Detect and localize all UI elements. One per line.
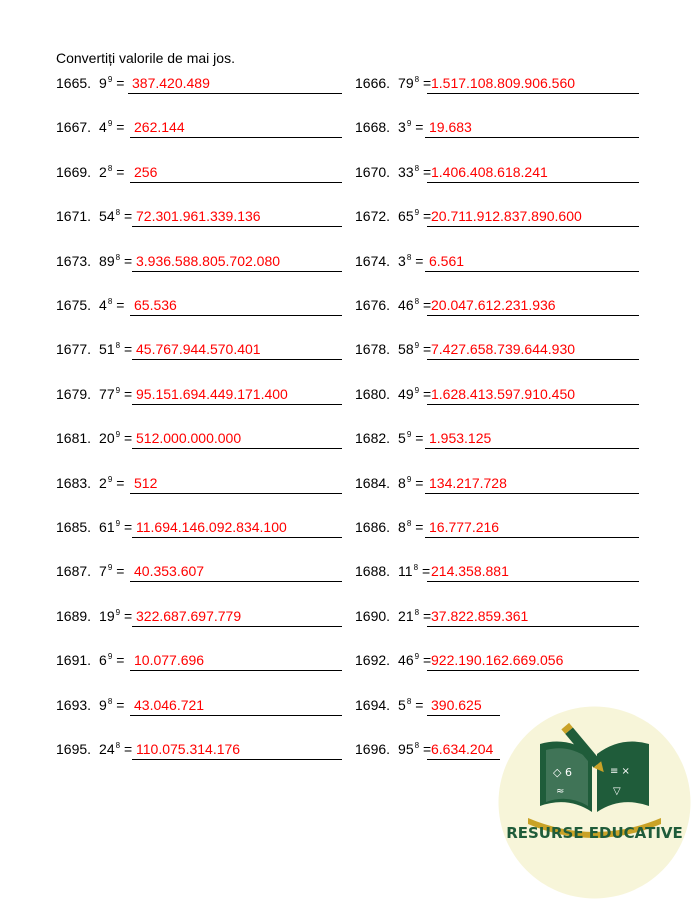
exercise-base: 58 (398, 341, 414, 358)
exercise-base: 54 (99, 208, 115, 225)
answer-line (425, 271, 639, 272)
exercise-number: 1671. (56, 208, 92, 225)
exercise-number: 1678. (355, 341, 391, 358)
exercise-base: 4 (99, 297, 107, 313)
answer-line (130, 493, 342, 494)
answer-value: 43.046.721 (134, 696, 205, 713)
exercise-base: 9 (99, 696, 107, 713)
exercise-label (56, 430, 132, 446)
answer-value: 20.047.612.231.936 (431, 297, 556, 313)
svg-text:≈: ≈ (556, 786, 565, 797)
answer-line (130, 182, 342, 183)
exercise-base: 2 (99, 163, 107, 180)
answer-value: 72.301.961.339.136 (136, 208, 261, 225)
logo-emblem (498, 706, 691, 899)
equals-sign: = (116, 474, 125, 491)
answer-value: 6.561 (429, 252, 465, 269)
exercise-exponent: 9 (107, 75, 113, 84)
exercise-row (0, 296, 700, 326)
exercise-label (355, 741, 431, 757)
exercise-number: 1687. (56, 563, 92, 580)
exercise-exponent: 8 (406, 519, 412, 528)
exercise-number: 1680. (355, 385, 391, 402)
exercise-label (56, 297, 124, 313)
exercise-number: 1673. (56, 252, 92, 269)
answer-value: 390.625 (431, 696, 482, 713)
exercise-base: 65 (398, 208, 414, 225)
exercise-label (56, 652, 124, 668)
exercise-label (355, 164, 431, 180)
exercise-number: 1669. (56, 163, 92, 180)
answer-line (427, 182, 639, 183)
exercise-exponent: 8 (115, 252, 121, 262)
answer-line (130, 315, 342, 316)
exercise-exponent: 9 (107, 474, 113, 484)
answer-line (132, 226, 342, 227)
answer-value: 1.628.413.597.910.450 (431, 385, 576, 402)
equals-sign: = (415, 519, 424, 535)
exercise-number: 1672. (355, 208, 391, 225)
exercise-base: 24 (99, 741, 115, 757)
answer-line (427, 404, 639, 405)
exercise-exponent: 9 (107, 563, 113, 573)
equals-sign: = (422, 341, 432, 358)
exercise-base: 89 (99, 252, 115, 269)
answer-value: 134.217.728 (429, 474, 507, 491)
answer-value: 20.711.912.837.890.600 (431, 208, 582, 225)
exercise-number: 1677. (56, 341, 92, 358)
exercise-base: 79 (398, 75, 414, 91)
exercise-label (355, 563, 430, 579)
exercise-number: 1686. (355, 519, 391, 535)
equals-sign: = (422, 741, 432, 757)
answer-value: 19.683 (429, 119, 472, 136)
answer-line (425, 493, 639, 494)
answer-value: 16.777.216 (429, 519, 500, 535)
answer-line (130, 137, 342, 138)
exercise-base: 33 (398, 163, 414, 180)
exercise-label (56, 253, 132, 269)
equals-sign: = (415, 696, 424, 713)
exercise-exponent: 9 (107, 119, 113, 129)
answer-line (427, 715, 500, 716)
exercise-label (355, 652, 431, 668)
exercise-number: 1696. (355, 741, 391, 757)
exercise-exponent: 8 (107, 297, 113, 306)
exercise-number: 1683. (56, 474, 92, 491)
equals-sign: = (123, 741, 133, 757)
answer-line (427, 93, 639, 94)
answer-line (425, 448, 639, 449)
answer-value: 214.358.881 (431, 563, 509, 580)
exercise-exponent: 8 (115, 208, 121, 218)
exercise-base: 49 (398, 385, 414, 402)
exercise-label (355, 697, 423, 713)
answer-line (132, 271, 342, 272)
answer-line (130, 581, 342, 582)
exercise-label (56, 386, 132, 402)
exercise-base: 8 (398, 474, 406, 491)
answer-value: 256 (134, 163, 158, 180)
exercise-number: 1665. (56, 75, 92, 91)
exercise-base: 21 (398, 607, 414, 624)
equals-sign: = (415, 119, 424, 136)
answer-value: 3.936.588.805.702.080 (136, 252, 281, 269)
exercise-label (355, 119, 423, 135)
exercise-number: 1692. (355, 652, 391, 669)
exercise-exponent: 9 (107, 652, 113, 662)
exercise-exponent: 8 (107, 163, 113, 173)
exercise-label (56, 563, 124, 579)
exercise-base: 8 (398, 519, 406, 535)
exercise-row (0, 429, 700, 459)
answer-value: 512.000.000.000 (136, 430, 242, 447)
answer-line (427, 626, 639, 627)
svg-text:≡ ×: ≡ × (610, 766, 630, 777)
answer-value: 322.687.697.779 (136, 607, 242, 624)
answer-line (132, 759, 342, 760)
exercise-number: 1667. (56, 119, 92, 136)
exercise-base: 61 (99, 519, 115, 535)
exercise-number: 1695. (56, 741, 92, 757)
exercise-label (355, 430, 423, 446)
exercise-number: 1682. (355, 430, 391, 447)
exercise-label (56, 164, 124, 180)
exercise-label (56, 75, 124, 91)
answer-line (128, 93, 342, 94)
exercise-number: 1679. (56, 385, 92, 402)
exercise-label (56, 608, 132, 624)
answer-value: 1.517.108.809.906.560 (431, 75, 576, 91)
answer-value: 40.353.607 (134, 563, 205, 580)
exercise-label (56, 741, 132, 757)
answer-value: 922.190.162.669.056 (431, 652, 564, 669)
answer-value: 1.953.125 (429, 430, 492, 447)
exercise-label (56, 697, 124, 713)
answer-line (130, 670, 342, 671)
exercise-exponent: 9 (414, 341, 420, 351)
exercise-exponent: 8 (414, 741, 420, 750)
exercise-number: 1690. (355, 607, 391, 624)
exercise-label (56, 475, 124, 491)
exercise-base: 6 (99, 652, 107, 669)
exercise-base: 4 (99, 119, 107, 136)
answer-value: 37.822.859.361 (431, 607, 529, 624)
exercise-number: 1674. (355, 252, 391, 269)
exercise-exponent: 8 (414, 163, 420, 173)
answer-value: 95.151.694.449.171.400 (136, 385, 288, 402)
equals-sign: = (123, 430, 133, 447)
answer-line (132, 448, 342, 449)
instructions: Convertiți valorile de mai jos. (56, 50, 235, 66)
exercise-row (0, 385, 700, 415)
equals-sign: = (123, 341, 133, 358)
answer-line (427, 315, 639, 316)
equals-sign: = (116, 75, 125, 91)
equals-sign: = (415, 430, 424, 447)
answer-value: 65.536 (134, 297, 177, 313)
answer-value: 1.406.408.618.241 (431, 163, 548, 180)
exercise-exponent: 9 (414, 385, 420, 395)
exercise-number: 1668. (355, 119, 391, 136)
logo-text: RESURSE EDUCATIVE (506, 824, 683, 842)
exercise-row (0, 74, 700, 104)
exercise-number: 1681. (56, 430, 92, 447)
exercise-row (0, 562, 700, 592)
exercise-label (56, 208, 132, 224)
exercise-number: 1694. (355, 696, 391, 713)
exercise-number: 1676. (355, 297, 391, 313)
exercise-base: 5 (398, 430, 406, 447)
exercise-base: 51 (99, 341, 115, 358)
exercise-exponent: 9 (115, 385, 121, 395)
exercise-exponent: 8 (413, 563, 419, 573)
answer-value: 45.767.944.570.401 (136, 341, 261, 358)
exercise-exponent: 9 (406, 430, 412, 440)
exercise-number: 1691. (56, 652, 92, 669)
equals-sign: = (422, 75, 432, 91)
equals-sign: = (422, 297, 432, 313)
exercise-number: 1688. (355, 563, 391, 580)
exercise-exponent: 9 (115, 607, 121, 617)
exercise-label (56, 341, 132, 357)
exercise-number: 1684. (355, 474, 391, 491)
exercise-number: 1689. (56, 607, 92, 624)
exercise-number: 1666. (355, 75, 391, 91)
equals-sign: = (415, 474, 424, 491)
exercise-label (355, 297, 431, 313)
answer-line (425, 537, 639, 538)
answer-value: 10.077.696 (134, 652, 205, 669)
exercise-number: 1685. (56, 519, 92, 535)
exercise-exponent: 8 (115, 741, 121, 750)
exercise-label (355, 253, 423, 269)
exercise-exponent: 9 (406, 119, 412, 129)
exercise-row (0, 207, 700, 237)
answer-line (427, 226, 639, 227)
exercise-row (0, 607, 700, 637)
equals-sign: = (116, 163, 125, 180)
resurse-educative-logo (498, 706, 691, 899)
answer-value: 262.144 (134, 119, 185, 136)
answer-line (132, 626, 342, 627)
answer-line (132, 537, 342, 538)
svg-text:▽: ▽ (613, 786, 621, 797)
answer-line (130, 715, 342, 716)
equals-sign: = (422, 652, 432, 669)
answer-value: 387.420.489 (132, 75, 210, 91)
equals-sign: = (422, 208, 432, 225)
exercise-base: 20 (99, 430, 115, 447)
exercise-row (0, 474, 700, 504)
equals-sign: = (116, 652, 125, 669)
answer-line (132, 404, 342, 405)
answer-line (425, 137, 639, 138)
exercise-row (0, 518, 700, 548)
equals-sign: = (422, 163, 432, 180)
answer-line (427, 359, 639, 360)
exercise-exponent: 9 (414, 208, 420, 218)
equals-sign: = (123, 607, 133, 624)
equals-sign: = (123, 252, 133, 269)
equals-sign: = (421, 563, 431, 580)
exercise-exponent: 9 (115, 519, 121, 528)
answer-value: 512 (134, 474, 158, 491)
exercise-exponent: 8 (406, 696, 412, 706)
exercise-label (56, 519, 132, 535)
exercise-exponent: 8 (406, 252, 412, 262)
exercise-label (355, 341, 431, 357)
equals-sign: = (116, 119, 125, 136)
equals-sign: = (415, 252, 424, 269)
answer-value: 7.427.658.739.644.930 (431, 341, 576, 358)
exercise-exponent: 8 (414, 607, 420, 617)
answer-line (427, 670, 639, 671)
equals-sign: = (116, 563, 125, 580)
exercise-exponent: 8 (414, 297, 420, 306)
exercise-base: 3 (398, 119, 406, 136)
exercise-base: 77 (99, 385, 115, 402)
equals-sign: = (123, 385, 133, 402)
exercise-exponent: 8 (115, 341, 121, 351)
exercise-number: 1693. (56, 696, 92, 713)
exercise-label (355, 475, 423, 491)
equals-sign: = (116, 297, 125, 313)
answer-line (427, 759, 500, 760)
svg-text:◇ 6: ◇ 6 (553, 766, 572, 779)
exercise-label (355, 608, 431, 624)
equals-sign: = (422, 385, 432, 402)
equals-sign: = (422, 607, 432, 624)
exercise-label (355, 519, 423, 535)
answer-line (427, 581, 639, 582)
exercise-base: 46 (398, 652, 414, 669)
exercise-label (355, 208, 431, 224)
exercise-row (0, 340, 700, 370)
equals-sign: = (116, 696, 125, 713)
exercise-base: 11 (398, 563, 413, 580)
exercise-exponent: 9 (115, 430, 121, 440)
exercise-base: 46 (398, 297, 414, 313)
exercise-row (0, 118, 700, 148)
answer-value: 11.694.146.092.834.100 (136, 519, 287, 535)
exercise-base: 2 (99, 474, 107, 491)
answer-line (132, 359, 342, 360)
exercise-base: 3 (398, 252, 406, 269)
exercise-exponent: 8 (107, 696, 113, 706)
exercise-exponent: 9 (414, 652, 420, 662)
exercise-exponent: 8 (414, 75, 420, 84)
equals-sign: = (123, 519, 133, 535)
answer-value: 6.634.204 (431, 741, 494, 757)
exercise-label (355, 386, 431, 402)
exercise-base: 9 (99, 75, 107, 91)
exercise-exponent: 9 (406, 474, 412, 484)
exercise-base: 7 (99, 563, 107, 580)
exercise-row (0, 163, 700, 193)
exercise-number: 1670. (355, 163, 391, 180)
exercise-row (0, 651, 700, 681)
equals-sign: = (123, 208, 133, 225)
exercise-label (56, 119, 124, 135)
exercise-base: 19 (99, 607, 115, 624)
exercise-row (0, 252, 700, 282)
exercise-number: 1675. (56, 297, 92, 313)
exercise-base: 95 (398, 741, 414, 757)
answer-value: 110.075.314.176 (136, 741, 241, 757)
exercise-base: 5 (398, 696, 406, 713)
exercise-label (355, 75, 431, 91)
